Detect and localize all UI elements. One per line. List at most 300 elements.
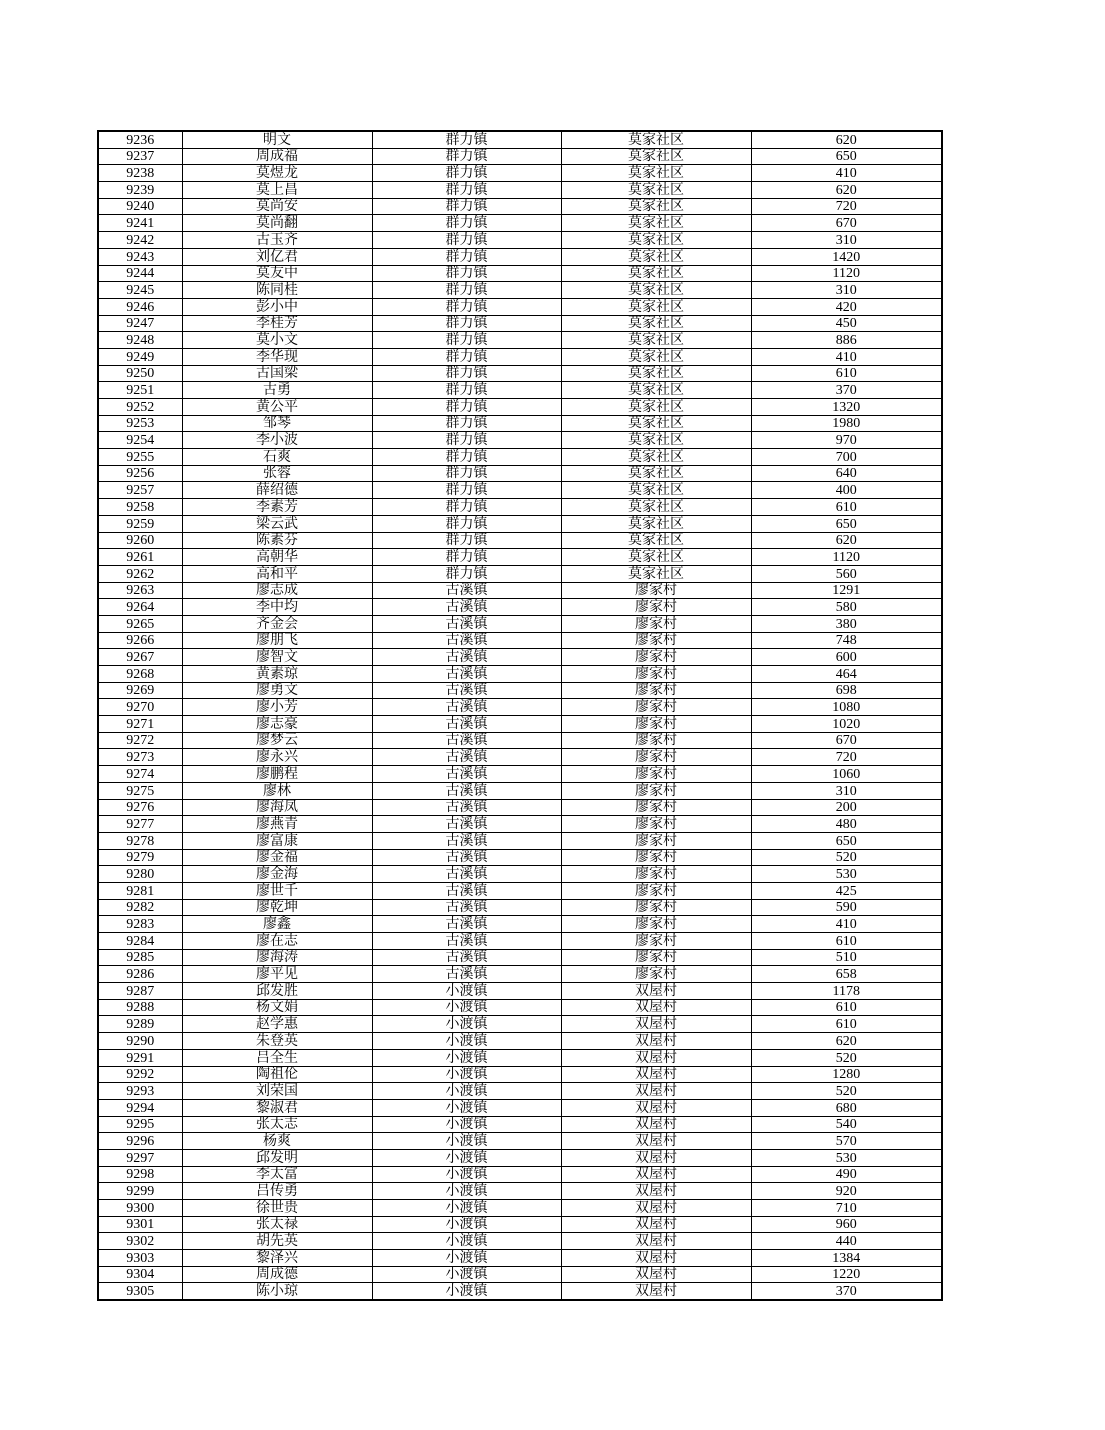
name-cell: 周成德	[182, 1266, 372, 1283]
village-cell: 廖家村	[561, 882, 751, 899]
row-number-cell: 9300	[98, 1200, 182, 1217]
table-row	[98, 415, 942, 432]
village-cell: 廖家村	[561, 916, 751, 933]
amount-cell: 1080	[751, 699, 942, 716]
town-cell: 小渡镇	[372, 1049, 561, 1066]
row-number-cell: 9280	[98, 866, 182, 883]
village-cell: 莫家社区	[561, 382, 751, 399]
amount-cell: 310	[751, 282, 942, 299]
village-cell: 双屋村	[561, 1216, 751, 1233]
village-cell: 廖家村	[561, 699, 751, 716]
village-cell: 双屋村	[561, 1066, 751, 1083]
row-number-cell: 9276	[98, 799, 182, 816]
row-number-cell: 9299	[98, 1183, 182, 1200]
amount-cell: 520	[751, 1083, 942, 1100]
amount-cell: 720	[751, 749, 942, 766]
amount-cell: 1020	[751, 716, 942, 733]
name-cell: 高朝华	[182, 549, 372, 566]
village-cell: 莫家社区	[561, 365, 751, 382]
row-number-cell: 9298	[98, 1166, 182, 1183]
town-cell: 小渡镇	[372, 1216, 561, 1233]
table-row	[98, 1083, 942, 1100]
name-cell: 徐世贵	[182, 1200, 372, 1217]
village-cell: 莫家社区	[561, 399, 751, 416]
name-cell: 明文	[182, 131, 372, 148]
town-cell: 群力镇	[372, 215, 561, 232]
table-row	[98, 1233, 942, 1250]
amount-cell: 370	[751, 1283, 942, 1300]
town-cell: 群力镇	[372, 165, 561, 182]
village-cell: 双屋村	[561, 1099, 751, 1116]
table-row	[98, 182, 942, 199]
name-cell: 古国梁	[182, 365, 372, 382]
row-number-cell: 9301	[98, 1216, 182, 1233]
amount-cell: 580	[751, 599, 942, 616]
name-cell: 廖志豪	[182, 716, 372, 733]
table-row	[98, 1016, 942, 1033]
name-cell: 莫上昌	[182, 182, 372, 199]
village-cell: 莫家社区	[561, 465, 751, 482]
village-cell: 廖家村	[561, 766, 751, 783]
town-cell: 小渡镇	[372, 1016, 561, 1033]
village-cell: 莫家社区	[561, 298, 751, 315]
amount-cell: 1120	[751, 265, 942, 282]
name-cell: 杨爽	[182, 1133, 372, 1150]
row-number-cell: 9289	[98, 1016, 182, 1033]
amount-cell: 480	[751, 816, 942, 833]
town-cell: 群力镇	[372, 565, 561, 582]
amount-cell: 1420	[751, 248, 942, 265]
row-number-cell: 9304	[98, 1266, 182, 1283]
town-cell: 小渡镇	[372, 1066, 561, 1083]
name-cell: 朱登英	[182, 1033, 372, 1050]
village-cell: 廖家村	[561, 599, 751, 616]
town-cell: 古溪镇	[372, 716, 561, 733]
town-cell: 古溪镇	[372, 949, 561, 966]
table-row	[98, 766, 942, 783]
village-cell: 双屋村	[561, 1133, 751, 1150]
town-cell: 古溪镇	[372, 732, 561, 749]
amount-cell: 970	[751, 432, 942, 449]
village-cell: 莫家社区	[561, 332, 751, 349]
name-cell: 齐金会	[182, 615, 372, 632]
amount-cell: 748	[751, 632, 942, 649]
village-cell: 廖家村	[561, 582, 751, 599]
amount-cell: 1320	[751, 399, 942, 416]
village-cell: 双屋村	[561, 1250, 751, 1267]
name-cell: 吕传勇	[182, 1183, 372, 1200]
table-row	[98, 1283, 942, 1300]
table-row	[98, 148, 942, 165]
name-cell: 廖金海	[182, 866, 372, 883]
table-row	[98, 432, 942, 449]
village-cell: 莫家社区	[561, 282, 751, 299]
table-row	[98, 615, 942, 632]
village-cell: 双屋村	[561, 1149, 751, 1166]
table-row	[98, 1116, 942, 1133]
name-cell: 张太志	[182, 1116, 372, 1133]
village-cell: 双屋村	[561, 1200, 751, 1217]
village-cell: 双屋村	[561, 1166, 751, 1183]
table-row	[98, 348, 942, 365]
name-cell: 黎泽兴	[182, 1250, 372, 1267]
table-row	[98, 1049, 942, 1066]
town-cell: 小渡镇	[372, 1033, 561, 1050]
town-cell: 古溪镇	[372, 832, 561, 849]
town-cell: 古溪镇	[372, 582, 561, 599]
name-cell: 吕全生	[182, 1049, 372, 1066]
table-row	[98, 916, 942, 933]
table-row	[98, 632, 942, 649]
town-cell: 古溪镇	[372, 682, 561, 699]
table-row	[98, 382, 942, 399]
row-number-cell: 9297	[98, 1149, 182, 1166]
town-cell: 小渡镇	[372, 1233, 561, 1250]
town-cell: 群力镇	[372, 532, 561, 549]
village-cell: 廖家村	[561, 799, 751, 816]
village-cell: 莫家社区	[561, 315, 751, 332]
town-cell: 群力镇	[372, 382, 561, 399]
name-cell: 廖金福	[182, 849, 372, 866]
row-number-cell: 9251	[98, 382, 182, 399]
name-cell: 李小波	[182, 432, 372, 449]
name-cell: 廖乾坤	[182, 899, 372, 916]
row-number-cell: 9296	[98, 1133, 182, 1150]
table-row	[98, 1266, 942, 1283]
row-number-cell: 9238	[98, 165, 182, 182]
row-number-cell: 9305	[98, 1283, 182, 1300]
village-cell: 廖家村	[561, 899, 751, 916]
amount-cell: 620	[751, 532, 942, 549]
row-number-cell: 9302	[98, 1233, 182, 1250]
village-cell: 廖家村	[561, 866, 751, 883]
row-number-cell: 9240	[98, 198, 182, 215]
amount-cell: 1220	[751, 1266, 942, 1283]
amount-cell: 650	[751, 832, 942, 849]
amount-cell: 670	[751, 215, 942, 232]
table-row	[98, 198, 942, 215]
village-cell: 双屋村	[561, 1016, 751, 1033]
name-cell: 廖鑫	[182, 916, 372, 933]
name-cell: 李中均	[182, 599, 372, 616]
town-cell: 小渡镇	[372, 1183, 561, 1200]
name-cell: 赵学惠	[182, 1016, 372, 1033]
name-cell: 廖海涛	[182, 949, 372, 966]
town-cell: 古溪镇	[372, 649, 561, 666]
data-table	[97, 130, 943, 1301]
name-cell: 廖永兴	[182, 749, 372, 766]
row-number-cell: 9259	[98, 515, 182, 532]
village-cell: 廖家村	[561, 949, 751, 966]
amount-cell: 530	[751, 866, 942, 883]
name-cell: 廖勇文	[182, 682, 372, 699]
amount-cell: 520	[751, 1049, 942, 1066]
town-cell: 古溪镇	[372, 632, 561, 649]
table-row	[98, 949, 942, 966]
table-row	[98, 549, 942, 566]
village-cell: 莫家社区	[561, 265, 751, 282]
village-cell: 莫家社区	[561, 499, 751, 516]
table-row	[98, 248, 942, 265]
table-row	[98, 782, 942, 799]
table-row	[98, 1216, 942, 1233]
name-cell: 廖小芳	[182, 699, 372, 716]
table-row	[98, 131, 942, 148]
row-number-cell: 9284	[98, 933, 182, 950]
row-number-cell: 9242	[98, 232, 182, 249]
name-cell: 廖海凤	[182, 799, 372, 816]
village-cell: 莫家社区	[561, 248, 751, 265]
row-number-cell: 9264	[98, 599, 182, 616]
name-cell: 陈同桂	[182, 282, 372, 299]
town-cell: 群力镇	[372, 399, 561, 416]
table-row	[98, 449, 942, 466]
amount-cell: 960	[751, 1216, 942, 1233]
amount-cell: 640	[751, 465, 942, 482]
name-cell: 陶祖伦	[182, 1066, 372, 1083]
table-row	[98, 1033, 942, 1050]
amount-cell: 520	[751, 849, 942, 866]
town-cell: 古溪镇	[372, 799, 561, 816]
amount-cell: 590	[751, 899, 942, 916]
village-cell: 莫家社区	[561, 182, 751, 199]
row-number-cell: 9252	[98, 399, 182, 416]
amount-cell: 400	[751, 482, 942, 499]
row-number-cell: 9282	[98, 899, 182, 916]
table-row	[98, 1250, 942, 1267]
table-row	[98, 866, 942, 883]
village-cell: 莫家社区	[561, 148, 751, 165]
town-cell: 古溪镇	[372, 749, 561, 766]
amount-cell: 700	[751, 449, 942, 466]
name-cell: 刘亿君	[182, 248, 372, 265]
village-cell: 廖家村	[561, 832, 751, 849]
table-row	[98, 1149, 942, 1166]
row-number-cell: 9269	[98, 682, 182, 699]
name-cell: 莫友中	[182, 265, 372, 282]
row-number-cell: 9265	[98, 615, 182, 632]
name-cell: 张蓉	[182, 465, 372, 482]
town-cell: 古溪镇	[372, 666, 561, 683]
town-cell: 小渡镇	[372, 1200, 561, 1217]
village-cell: 双屋村	[561, 1283, 751, 1300]
amount-cell: 650	[751, 515, 942, 532]
village-cell: 莫家社区	[561, 165, 751, 182]
amount-cell: 440	[751, 1233, 942, 1250]
table-row	[98, 1183, 942, 1200]
row-number-cell: 9263	[98, 582, 182, 599]
table-row	[98, 966, 942, 983]
row-number-cell: 9249	[98, 348, 182, 365]
name-cell: 古玉齐	[182, 232, 372, 249]
town-cell: 小渡镇	[372, 1266, 561, 1283]
town-cell: 古溪镇	[372, 882, 561, 899]
row-number-cell: 9274	[98, 766, 182, 783]
village-cell: 廖家村	[561, 649, 751, 666]
amount-cell: 310	[751, 782, 942, 799]
village-cell: 廖家村	[561, 632, 751, 649]
row-number-cell: 9261	[98, 549, 182, 566]
table-row	[98, 399, 942, 416]
amount-cell: 425	[751, 882, 942, 899]
village-cell: 廖家村	[561, 615, 751, 632]
amount-cell: 450	[751, 315, 942, 332]
row-number-cell: 9277	[98, 816, 182, 833]
table-row	[98, 315, 942, 332]
row-number-cell: 9285	[98, 949, 182, 966]
row-number-cell: 9266	[98, 632, 182, 649]
name-cell: 黎淑君	[182, 1099, 372, 1116]
table-row	[98, 565, 942, 582]
row-number-cell: 9241	[98, 215, 182, 232]
table-row	[98, 882, 942, 899]
town-cell: 小渡镇	[372, 1250, 561, 1267]
name-cell: 廖梦云	[182, 732, 372, 749]
table-row	[98, 1133, 942, 1150]
village-cell: 双屋村	[561, 1083, 751, 1100]
name-cell: 薛绍德	[182, 482, 372, 499]
name-cell: 李素芳	[182, 499, 372, 516]
row-number-cell: 9275	[98, 782, 182, 799]
row-number-cell: 9250	[98, 365, 182, 382]
name-cell: 廖志成	[182, 582, 372, 599]
name-cell: 张太禄	[182, 1216, 372, 1233]
town-cell: 古溪镇	[372, 933, 561, 950]
village-cell: 莫家社区	[561, 515, 751, 532]
row-number-cell: 9287	[98, 983, 182, 1000]
row-number-cell: 9246	[98, 298, 182, 315]
row-number-cell: 9255	[98, 449, 182, 466]
table-row	[98, 215, 942, 232]
amount-cell: 370	[751, 382, 942, 399]
row-number-cell: 9267	[98, 649, 182, 666]
row-number-cell: 9236	[98, 131, 182, 148]
town-cell: 群力镇	[372, 482, 561, 499]
village-cell: 莫家社区	[561, 549, 751, 566]
town-cell: 古溪镇	[372, 966, 561, 983]
town-cell: 群力镇	[372, 232, 561, 249]
row-number-cell: 9295	[98, 1116, 182, 1133]
table-row	[98, 298, 942, 315]
row-number-cell: 9244	[98, 265, 182, 282]
row-number-cell: 9286	[98, 966, 182, 983]
row-number-cell: 9247	[98, 315, 182, 332]
town-cell: 群力镇	[372, 198, 561, 215]
village-cell: 双屋村	[561, 1233, 751, 1250]
village-cell: 双屋村	[561, 1033, 751, 1050]
amount-cell: 620	[751, 1033, 942, 1050]
town-cell: 小渡镇	[372, 1283, 561, 1300]
row-number-cell: 9270	[98, 699, 182, 716]
row-number-cell: 9281	[98, 882, 182, 899]
row-number-cell: 9253	[98, 415, 182, 432]
amount-cell: 610	[751, 365, 942, 382]
amount-cell: 1178	[751, 983, 942, 1000]
town-cell: 小渡镇	[372, 983, 561, 1000]
name-cell: 廖朋飞	[182, 632, 372, 649]
town-cell: 群力镇	[372, 549, 561, 566]
village-cell: 莫家社区	[561, 131, 751, 148]
table-row	[98, 165, 942, 182]
row-number-cell: 9283	[98, 916, 182, 933]
amount-cell: 380	[751, 615, 942, 632]
amount-cell: 610	[751, 499, 942, 516]
name-cell: 陈小琼	[182, 1283, 372, 1300]
amount-cell: 200	[751, 799, 942, 816]
town-cell: 群力镇	[372, 265, 561, 282]
village-cell: 廖家村	[561, 666, 751, 683]
amount-cell: 720	[751, 198, 942, 215]
town-cell: 古溪镇	[372, 615, 561, 632]
row-number-cell: 9256	[98, 465, 182, 482]
town-cell: 群力镇	[372, 432, 561, 449]
table-row	[98, 983, 942, 1000]
amount-cell: 610	[751, 1016, 942, 1033]
village-cell: 双屋村	[561, 983, 751, 1000]
table-row	[98, 666, 942, 683]
name-cell: 梁云武	[182, 515, 372, 532]
amount-cell: 310	[751, 232, 942, 249]
row-number-cell: 9290	[98, 1033, 182, 1050]
amount-cell: 1291	[751, 582, 942, 599]
town-cell: 群力镇	[372, 332, 561, 349]
town-cell: 古溪镇	[372, 782, 561, 799]
row-number-cell: 9288	[98, 999, 182, 1016]
table-row	[98, 799, 942, 816]
name-cell: 廖在志	[182, 933, 372, 950]
table-row	[98, 899, 942, 916]
table-row	[98, 532, 942, 549]
town-cell: 群力镇	[372, 248, 561, 265]
row-number-cell: 9262	[98, 565, 182, 582]
name-cell: 莫小文	[182, 332, 372, 349]
town-cell: 古溪镇	[372, 766, 561, 783]
name-cell: 邱发明	[182, 1149, 372, 1166]
document-page	[97, 130, 941, 1301]
town-cell: 群力镇	[372, 148, 561, 165]
amount-cell: 570	[751, 1133, 942, 1150]
table-row	[98, 1200, 942, 1217]
table-row	[98, 716, 942, 733]
amount-cell: 420	[751, 298, 942, 315]
row-number-cell: 9245	[98, 282, 182, 299]
name-cell: 黄素琼	[182, 666, 372, 683]
name-cell: 古勇	[182, 382, 372, 399]
table-row	[98, 582, 942, 599]
amount-cell: 710	[751, 1200, 942, 1217]
table-row	[98, 482, 942, 499]
town-cell: 古溪镇	[372, 866, 561, 883]
town-cell: 古溪镇	[372, 699, 561, 716]
row-number-cell: 9268	[98, 666, 182, 683]
amount-cell: 610	[751, 933, 942, 950]
village-cell: 廖家村	[561, 816, 751, 833]
row-number-cell: 9248	[98, 332, 182, 349]
name-cell: 李华现	[182, 348, 372, 365]
row-number-cell: 9271	[98, 716, 182, 733]
name-cell: 胡先英	[182, 1233, 372, 1250]
row-number-cell: 9243	[98, 248, 182, 265]
village-cell: 廖家村	[561, 933, 751, 950]
village-cell: 莫家社区	[561, 449, 751, 466]
name-cell: 周成福	[182, 148, 372, 165]
name-cell: 高和平	[182, 565, 372, 582]
village-cell: 莫家社区	[561, 532, 751, 549]
village-cell: 莫家社区	[561, 565, 751, 582]
table-row	[98, 499, 942, 516]
amount-cell: 1060	[751, 766, 942, 783]
town-cell: 群力镇	[372, 515, 561, 532]
